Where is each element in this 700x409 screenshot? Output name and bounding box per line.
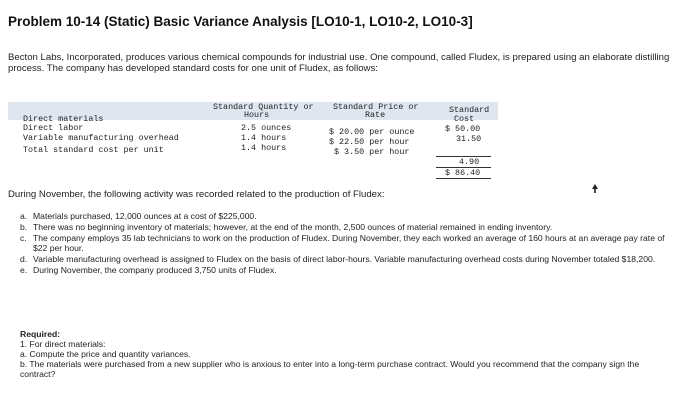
row-cost-overhead: 4.90	[459, 157, 480, 167]
required-line: 1. For direct materials:	[20, 339, 106, 349]
header-quantity-line1: Standard Quantity or	[213, 102, 314, 112]
total-rule-bottom	[436, 178, 491, 179]
required-heading: Required:	[20, 329, 61, 339]
item-text: There was no beginning inventory of materials; however, at the end of the month, 2,500 ounces of material remained in ending inventory.	[33, 222, 553, 232]
problem-intro: Becton Labs, Incorporated, produces various chemical compounds for industrial use. One compound, called Fludex, is prepared using an elaborate distilling process. The company has developed standard costs for one unit of Fludex, as follows:	[8, 52, 670, 74]
required-line: b. The materials were purchased from a new supplier who is anxious to enter into a long-term purchase contract. Would you recommend that the company sign the contract?	[20, 359, 640, 379]
item-letter: c.	[20, 233, 27, 243]
header-cost-line2: Cost	[454, 114, 475, 124]
header-quantity-line2: Hours	[244, 110, 270, 120]
activity-intro: During November, the following activity was recorded related to the production of Fludex:	[8, 189, 385, 200]
row-label-overhead: Variable manufacturing overhead	[23, 133, 179, 143]
list-item	[20, 222, 670, 232]
row-cost-materials: $ 50.00	[445, 124, 481, 134]
item-letter: d.	[20, 254, 28, 264]
item-text: Variable manufacturing overhead is assigned to Fludex on the basis of direct labor-hours. Variable manufacturing overhead costs during November totaled $18,200.	[33, 254, 656, 264]
row-label-total: Total standard cost per unit	[23, 145, 164, 155]
row-price-overhead: $ 3.50 per hour	[334, 147, 410, 157]
item-letter: e.	[20, 265, 28, 275]
row-price-materials: $ 20.00 per ounce	[329, 127, 415, 137]
row-quantity-materials: 2.5 ounces	[241, 123, 292, 133]
list-item	[20, 233, 670, 253]
list-item	[20, 211, 670, 221]
item-text: During November, the company produced 3,750 units of Fludex.	[33, 265, 277, 275]
row-cost-total: $ 86.40	[445, 168, 481, 178]
mouse-cursor-icon	[590, 184, 600, 194]
row-price-labor: $ 22.50 per hour	[329, 137, 410, 147]
required-line: a. Compute the price and quantity variances.	[20, 349, 191, 359]
row-label-labor: Direct labor	[23, 123, 84, 133]
item-letter: a.	[20, 211, 28, 221]
item-text: Materials purchased, 12,000 ounces at a cost of $225,000.	[33, 211, 257, 221]
standard-cost-table	[8, 102, 498, 178]
header-cost-line1: Standard	[449, 105, 490, 115]
required-section	[20, 329, 660, 379]
header-price-line2: Rate	[365, 110, 386, 120]
list-item	[20, 254, 670, 264]
activity-list	[20, 211, 670, 276]
item-text: The company employs 35 lab technicians to work on the production of Fludex. During November, they each worked an average of 160 hours at an average pay rate of $22 per hour.	[33, 233, 665, 253]
page-title: Problem 10-14 (Static) Basic Variance Analysis [LO10-1, LO10-2, LO10-3]	[8, 14, 473, 29]
row-quantity-labor: 1.4 hours	[241, 133, 287, 143]
row-quantity-overhead: 1.4 hours	[241, 143, 287, 153]
row-label-materials: Direct materials	[23, 114, 104, 124]
item-letter: b.	[20, 222, 28, 232]
list-item	[20, 265, 670, 275]
row-cost-labor: 31.50	[456, 134, 482, 144]
header-price-line1: Standard Price or	[333, 102, 419, 112]
